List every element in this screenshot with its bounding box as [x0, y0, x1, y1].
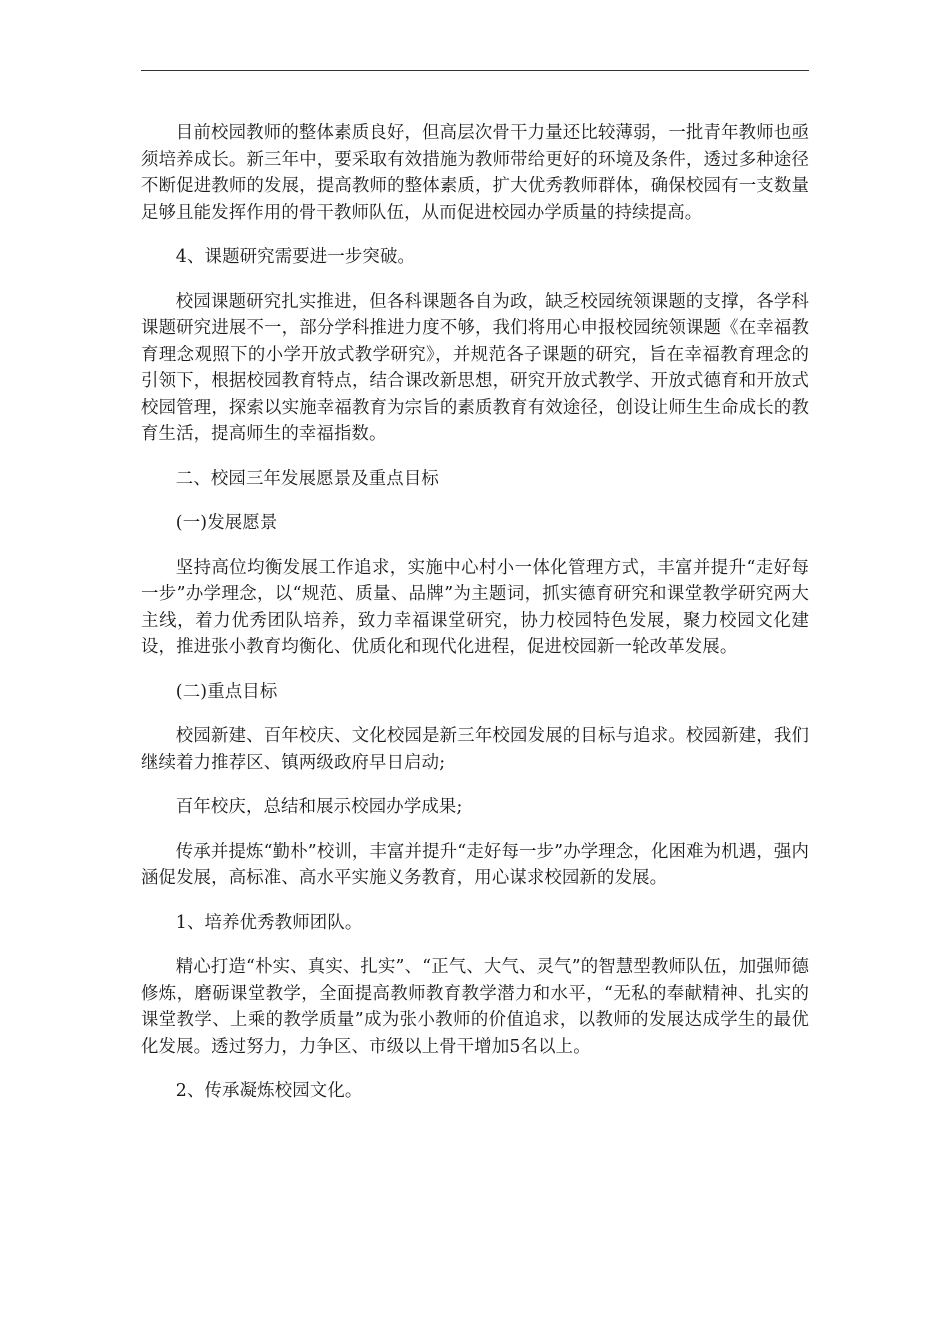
header-rule — [141, 70, 809, 71]
paragraph-vision: 坚持高位均衡发展工作追求，实施中心村小一体化管理方式，丰富并提升“走好每一步”办学理念，以“规范、质量、品牌”为主题词，抓实德育研究和课堂教学研究两大主线，着力优秀团队培养，致力幸福课堂研究，协力校园特色发展，聚力校园文化建设，推进张小教育均衡化、优质化和现代化进程，促进校园新一轮改革发展。 — [141, 557, 809, 657]
heading-vision: (一)发展愿景 — [175, 513, 278, 533]
heading-school-culture: 2、传承凝炼校园文化。 — [175, 1081, 363, 1101]
heading-research-breakthrough: 4、课题研究需要进一步突破。 — [175, 247, 416, 267]
paragraph-anniversary: 百年校庆，总结和展示校园办学成果; — [175, 797, 463, 817]
heading-teacher-team: 1、培养优秀教师团队。 — [175, 912, 363, 933]
paragraph-teacher-team: 精心打造“朴实、真实、扎实”、“正气、大气、灵气”的智慧型教师队伍，加强师德修炼，磨砺课堂教学，全面提高教师教育教学潜力和水平，“无私的奉献精神、扎实的课堂教学、上乘的教学质量”成为张小教师的价值追求，以教师的发展达成学生的最优化发展。透过努力，力争区、市级以上骨干增加5名以上。 — [141, 957, 809, 1057]
paragraph-teacher-quality: 目前校园教师的整体素质良好，但高层次骨干力量还比较薄弱，一批青年教师也亟须培养成长。新三年中，要采取有效措施为教师带给更好的环境及条件，透过多种途径不断促进教师的发展，提高教师的整体素质，扩大优秀教师群体，确保校园有一支数量足够且能发挥作用的骨干教师队伍，从而促进校园办学质量的持续提高。 — [141, 123, 809, 223]
heading-key-goals: (二)重点目标 — [175, 681, 278, 702]
paragraph-motto: 传承并提炼“勤朴”校训，丰富并提升“走好每一步”办学理念，化困难为机遇，强内涵促发展，高标准、高水平实施义务教育，用心谋求校园新的发展。 — [141, 841, 809, 888]
paragraph-research: 校园课题研究扎实推进，但各科课题各自为政，缺乏校园统领课题的支撑，各学科课题研究进展不一，部分学科推进力度不够，我们将用心申报校园统领课题《在幸福教育理念观照下的小学开放式教学研究》，并规范各子课题的研究，旨在幸福教育理念的引领下，根据校园教育特点，结合课改新思想，研究开放式教学、开放式德育和开放式校园管理，探索以实施幸福教育为宗旨的素质教育有效途径，创设让师生生命成长的教育生活，提高师生的幸福指数。 — [141, 291, 809, 444]
document-body — [141, 120, 809, 1105]
heading-section-two: 二、校园三年发展愿景及重点目标 — [175, 468, 439, 489]
paragraph-goals: 校园新建、百年校庆、文化校园是新三年校园发展的目标与追求。校园新建，我们继续着力推荐区、镇两级政府早日启动; — [141, 726, 809, 773]
